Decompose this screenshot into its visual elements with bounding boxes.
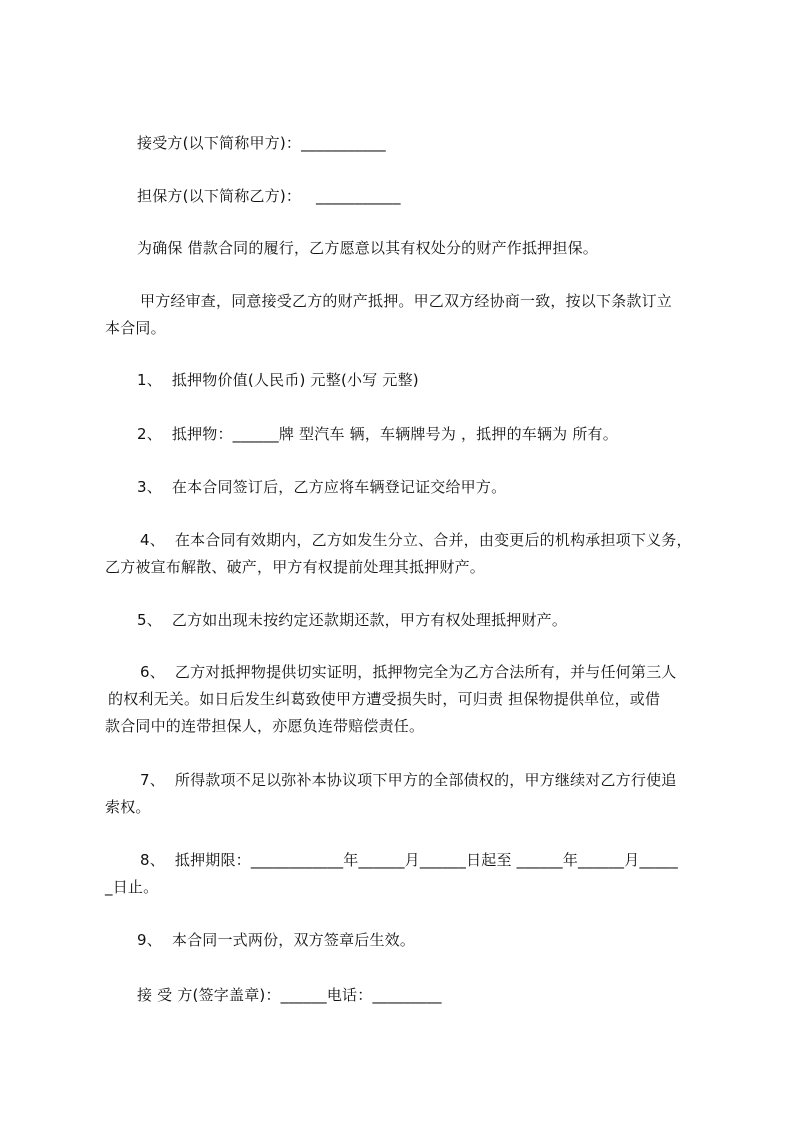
clause-6-line-1: 6、 乙方对抵押物提供切实证明，抵押物完全为乙方合法所有，并与任何第三人	[140, 663, 677, 681]
clause-7-line-1: 7、 所得款项不足以弥补本协议项下甲方的全部债权的，甲方继续对乙方行使追	[140, 771, 677, 789]
clause-7-line-2: 索权。	[105, 798, 151, 816]
clause-4-line-2: 乙方被宣布解散、破产，甲方有权提前处理其抵押财产。	[105, 558, 486, 576]
clause-3: 3、 在本合同签订后，乙方应将车辆登记证交给甲方。	[137, 478, 507, 496]
clause-2: 2、 抵押物：______牌 型汽车 辆，车辆牌号为 ，抵押的车辆为 所有。	[137, 425, 618, 443]
clause-5: 5、 乙方如出现未按约定还款期还款，甲方有权处理抵押财产。	[137, 611, 568, 629]
clause-6-line-3: 款合同中的连带担保人，亦愿负连带赔偿责任。	[105, 717, 425, 735]
clause-8-line-2: _日止。	[105, 878, 159, 896]
clause-6-line-2: 的权利无关。如日后发生纠葛致使甲方遭受损失时，可归责 担保物提供单位，或借	[108, 690, 661, 708]
signature-line: 接 受 方(签字盖章)：______电话：_________	[137, 986, 442, 1004]
clause-8-line-1: 8、 抵押期限：____________年______月______日起至 ______年______月_____	[140, 851, 678, 869]
review-paragraph-line-2: 本合同。	[105, 319, 166, 337]
party-b-line: 担保方(以下简称乙方)： ___________	[137, 187, 401, 205]
intro-paragraph: 为确保 借款合同的履行，乙方愿意以其有权处分的财产作抵押担保。	[137, 239, 598, 257]
clause-4-line-1: 4、 在本合同有效期内，乙方如发生分立、合并，由变更后的机构承担项下义务，	[140, 531, 692, 549]
review-paragraph-line-1: 甲方经审查，同意接受乙方的财产抵押。甲乙双方经协商一致，按以下条款订立	[140, 292, 673, 310]
clause-1: 1、 抵押物价值(人民币) 元整(小写 元整)	[137, 371, 419, 389]
clause-9: 9、 本合同一式两份，双方签章后生效。	[137, 931, 416, 949]
party-a-line: 接受方(以下简称甲方)：___________	[137, 134, 386, 152]
